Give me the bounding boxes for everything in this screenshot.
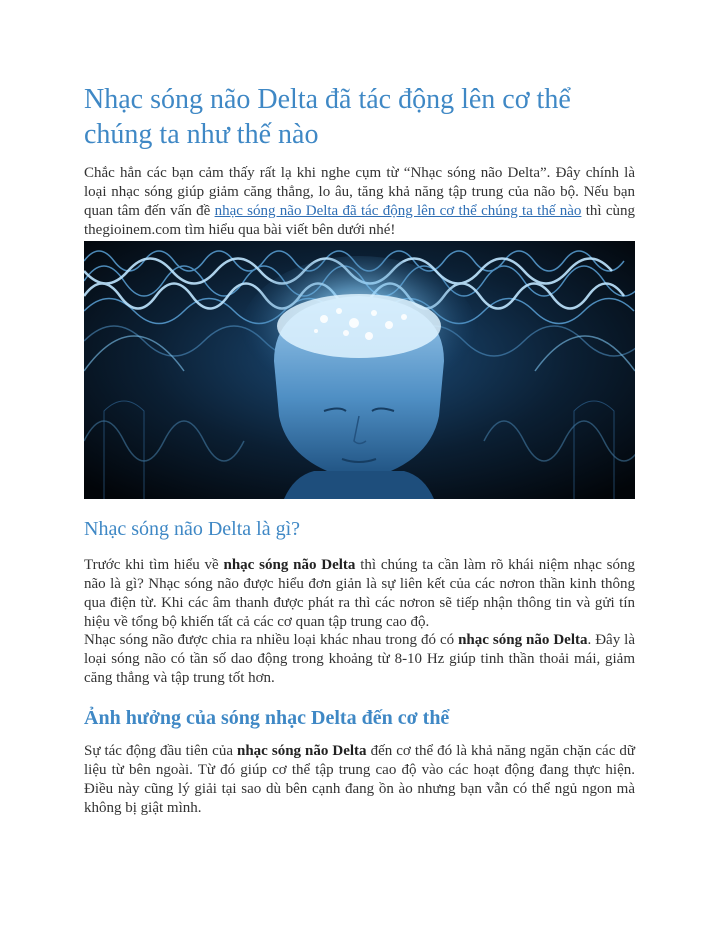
section1-paragraph1 bbox=[84, 556, 635, 632]
s1p1-bold: nhạc sóng não Delta bbox=[223, 557, 356, 573]
s1p1-text-a: Trước khi tìm hiểu về bbox=[84, 557, 224, 573]
intro-text-before: Chắc hẳn các bạn cảm thấy rất lạ khi nghe cụm từ “Nhạc sóng não Delta”. Đây chính là loại nhạc sóng giúp giảm căng thẳng, lo âu, tăng khả năng tập trung của não bộ. Nếu bạn quan tâm đến vấn đề bbox=[84, 165, 635, 219]
brain-wave-image bbox=[84, 241, 635, 499]
intro-text-after: thì cùng thegioinem.com tìm hiểu qua bài viết bên dưới nhé! bbox=[84, 203, 636, 238]
section-heading-what-is: Nhạc sóng não Delta là gì? bbox=[84, 518, 301, 540]
brain-wave-illustration bbox=[84, 241, 635, 499]
section-heading-effects: Ảnh hưởng của sóng nhạc Delta đến cơ thể bbox=[84, 707, 450, 729]
s2p1-text-c: đến cơ thể đó là khả năng ngăn chặn các dữ liệu từ bên ngoài. Từ đó giúp cơ thể tập trung cao độ vào các hoạt động đang thực hiện. Điều này cũng lý giải tại sao dù bên cạnh đang ồn ào nhưng bạn vẫn có thể ngủ ngon mà không bị giật mình. bbox=[84, 743, 635, 816]
article-link[interactable]: nhạc sóng não Delta đã tác động lên cơ thể chúng ta thế nào bbox=[214, 203, 582, 219]
intro-paragraph bbox=[84, 164, 635, 240]
s1p2-text-a: Nhạc sóng não được chia ra nhiều loại khác nhau trong đó có bbox=[84, 632, 459, 648]
section2-paragraph1 bbox=[84, 742, 635, 818]
s1p2-bold: nhạc sóng não Delta bbox=[458, 632, 588, 648]
s2p1-text-a: Sự tác động đầu tiên của bbox=[84, 743, 237, 759]
article-title: Nhạc sóng não Delta đã tác động lên cơ thể chúng ta như thế nào bbox=[84, 84, 571, 150]
section1-paragraph2 bbox=[84, 631, 635, 688]
s2p1-bold: nhạc sóng não Delta bbox=[237, 743, 367, 759]
s1p2-text-c: . Đây là loại sóng não có tần số dao động trong khoảng từ 8-10 Hz giúp tinh thần thoải mái, giảm căng thẳng và tập trung tốt hơn. bbox=[84, 632, 635, 686]
s1p1-text-c: thì chúng ta cần làm rõ khái niệm nhạc sóng não là gì? Nhạc sóng não được hiểu đơn giản là sự liên kết của các nơron thần kinh thông qua điện từ. Khi các âm thanh được phát ra thì các nơron sẽ tiếp nhận thông tin và gửi tín hiệu về tổng bộ khiến tất cả các cơ quan tập trung cao độ. bbox=[84, 557, 635, 630]
